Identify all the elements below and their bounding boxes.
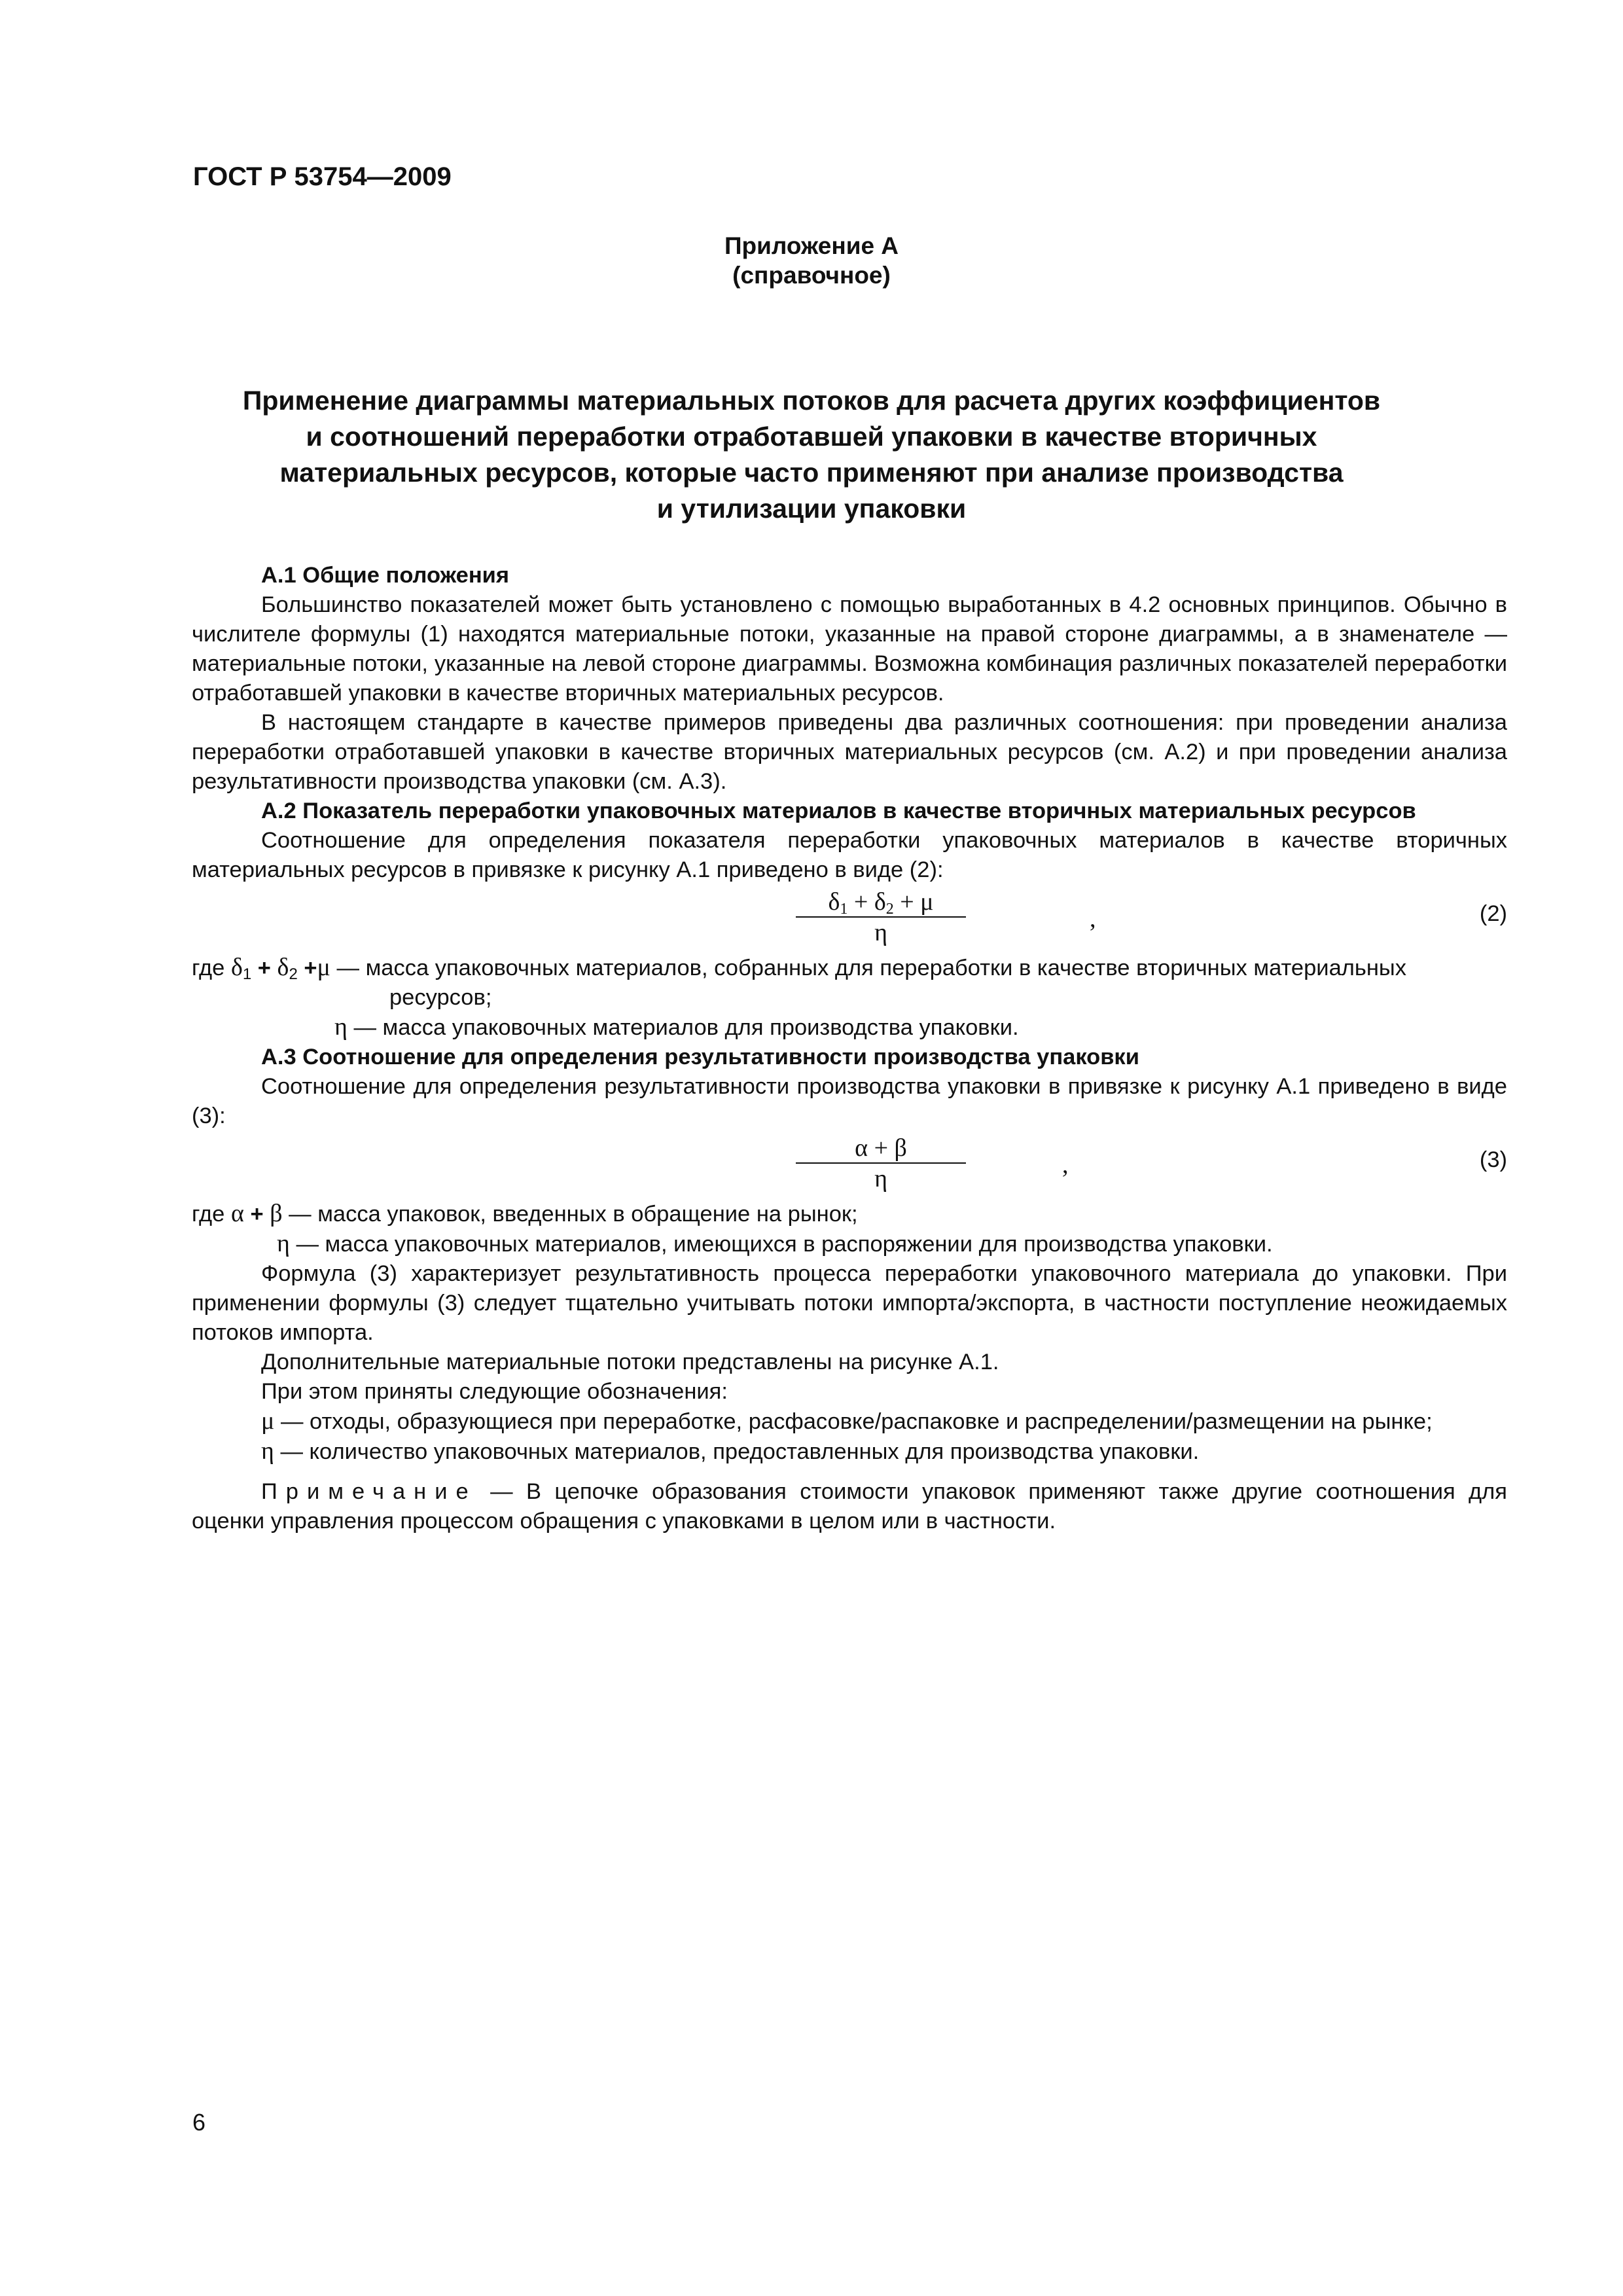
where-row: η — масса упаковочных материалов, имеющихся в распоряжении для производства упаковки. [277,1230,1273,1257]
where-row: где $\delta_1 + \delta_2 +\mu$ — масса упаковочных материалов, собранных для переработки в качестве вторичных материальных [192,954,1406,983]
appendix-type: (справочное) [732,262,891,289]
formula-comma: , [1090,905,1096,933]
where-row: η — масса упаковочных материалов для производства упаковки. [334,1013,1019,1041]
where-block-2 [192,953,1507,1043]
formula-number: (2) [1479,901,1507,926]
formula-3 [192,1135,1507,1194]
fraction-numerator: α + β [855,1134,907,1162]
fraction [783,889,979,946]
page-number: 6 [192,2109,206,2136]
definition-eta: η — количество упаковочных материалов, предоставленных для производства упаковки. [261,1437,1200,1465]
paragraph: При этом приняты следующие обозначения: [261,1379,728,1404]
document-code: ГОСТ Р 53754—2009 [193,162,452,191]
title-line: Применение диаграммы материальных потоков для расчета других коэффициентов [242,386,1381,416]
paragraph: Большинство показателей может быть установлено с помощью выработанных в 4.2 основных принципов. Обычно в числителе формулы (1) находятся материальные потоки, указанные на правой стороне диаграммы, а в знаменателе — материальные потоки, указанные на левой стороне диаграммы. Возможна комбинация различных показателей переработки отработавшей упаковки в качестве вторичных материальных ресурсов. [192,592,1507,706]
section-heading-a1: А.1 Общие положения [261,563,510,588]
main-title [196,383,1427,527]
paragraph: Соотношение для определения показателя переработки упаковочных материалов в качестве вторичных материальных ресурсов в привязке к рисунку А.1 приведено в виде (2): [192,828,1507,882]
formula-2 [192,889,1507,948]
formula-comma: , [1062,1151,1069,1179]
title-line: и утилизации упаковки [656,493,967,524]
where-row: где α + β — масса упаковок, введенных в обращение на рынок; [192,1200,858,1227]
note [192,1477,1507,1536]
section-heading-a2: А.2 Показатель переработки упаковочных материалов в качестве вторичных материальных ресурсов [261,798,1416,823]
document-body [192,561,1507,1536]
title-line: материальных ресурсов, которые часто применяют при анализе производства [279,457,1344,488]
note-text: — В цепочке образования стоимости упаковок применяют также другие соотношения для оценки управления процессом обращения с упаковками в целом или в частности. [192,1479,1507,1534]
paragraph: Формула (3) характеризует результативность процесса переработки упаковочного материала до упаковки. При применении формулы (3) следует тщательно учитывать потоки импорта/экспорта, в частности поступление неожидаемых потоков импорта. [192,1261,1507,1345]
fraction-numerator: $\delta_1 + \delta_2 + \mu$ [828,888,934,918]
note-label: Примечание [261,1479,477,1504]
fraction-denominator: η [874,919,887,946]
title-line: и соотношений переработки отработавшей упаковки в качестве вторичных [306,422,1317,452]
paragraph: В настоящем стандарте в качестве примеров приведены два различных соотношения: при проведении анализа переработки отработавшей упаковки в качестве вторичных материальных ресурсов (см. А.2) и при проведении анализа результативности производства упаковки (см. А.3). [192,710,1507,794]
paragraph: Дополнительные материальные потоки представлены на рисунке А.1. [261,1350,999,1374]
formula-number: (3) [1479,1147,1507,1172]
paragraph: Соотношение для определения результативности производства упаковки в привязке к рисунку А.1 приведено в виде (3): [192,1074,1507,1128]
fraction-bar [796,1162,966,1164]
appendix-title: Приложение А [724,232,899,259]
where-block-3 [192,1199,1507,1259]
fraction [783,1135,979,1193]
where-row: ресурсов; [389,985,492,1010]
section-heading-a3: А.3 Соотношение для определения результативности производства упаковки [261,1045,1139,1069]
definition-mu: μ — отходы, образующиеся при переработке, расфасовке/распаковке и распределении/размещении на рынке; [261,1407,1433,1435]
fraction-denominator: η [874,1165,887,1193]
fraction-bar [796,916,966,918]
